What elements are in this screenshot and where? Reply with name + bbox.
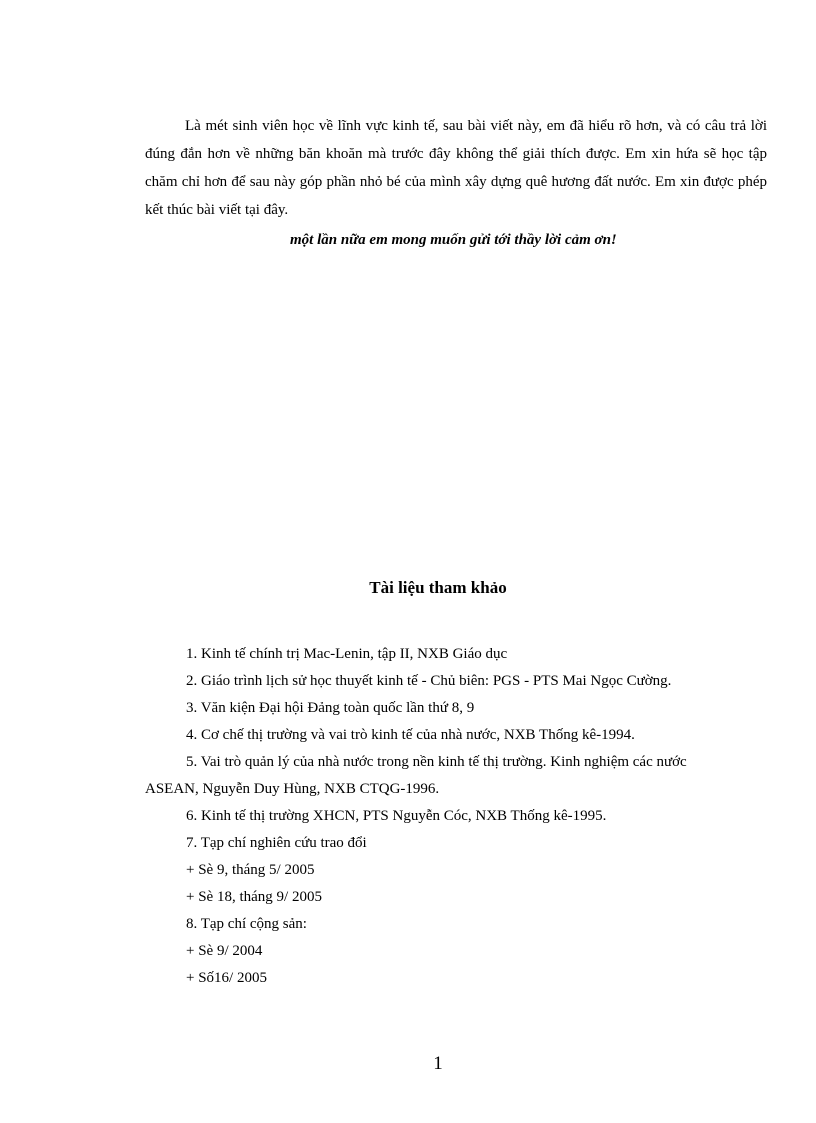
closing-paragraph: Là mét sinh viên học về lĩnh vực kinh tế, sau bài viết này, em đã hiểu rõ hơn, và có câu trả lời đúng đắn hơn về những băn khoăn mà trước đây không thể giải thích được. Em xin hứa sẽ học tập chăm chỉ hơn để sau này góp phần nhỏ bé của mình xây dựng quê hương đất nước. Em xin được phép kết thúc bài viết tại đây. xyxy=(145,118,767,218)
reference-item: 8. Tạp chí cộng sản: xyxy=(186,916,307,932)
reference-subitem: + Sè 9/ 2004 xyxy=(186,943,263,959)
reference-item: 4. Cơ chế thị trường và vai trò kinh tế của nhà nước, NXB Thống kê-1994. xyxy=(186,727,635,743)
reference-item: 7. Tạp chí nghiên cứu trao đổi xyxy=(186,835,367,851)
reference-item: 6. Kinh tế thị trường XHCN, PTS Nguyễn Cóc, NXB Thống kê-1995. xyxy=(186,808,607,824)
references-title: Tài liệu tham khảo xyxy=(369,578,507,597)
reference-item-continuation: ASEAN, Nguyễn Duy Hùng, NXB CTQG-1996. xyxy=(145,781,440,797)
page-number: 1 xyxy=(433,1053,443,1074)
reference-subitem: + Số16/ 2005 xyxy=(186,970,267,986)
thanks-line: một lần nữa em mong muốn gửi tới thầy lời cảm ơn! xyxy=(290,232,617,248)
reference-item: 1. Kinh tế chính trị Mac-Lenin, tập II, NXB Giáo dục xyxy=(186,646,508,662)
reference-item: 3. Văn kiện Đại hội Đảng toàn quốc lần thứ 8, 9 xyxy=(186,700,475,716)
references-list xyxy=(145,641,767,992)
reference-item: 2. Giáo trình lịch sử học thuyết kinh tế - Chủ biên: PGS - PTS Mai Ngọc Cường. xyxy=(186,673,672,689)
reference-subitem: + Sè 9, tháng 5/ 2005 xyxy=(186,862,315,878)
reference-item: 5. Vai trò quản lý của nhà nước trong nền kinh tế thị trường. Kinh nghiệm các nước xyxy=(186,754,687,770)
reference-subitem: + Sè 18, tháng 9/ 2005 xyxy=(186,889,322,905)
